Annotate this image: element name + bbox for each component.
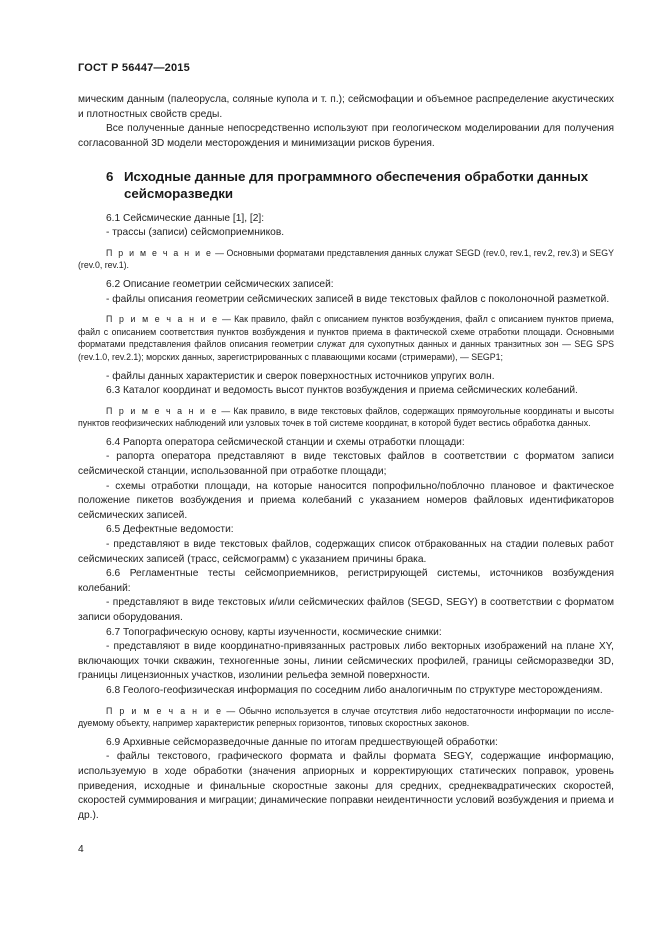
body-paragraph: 6.9 Архивные сейсморазведочные данные по итогам предшествующей обработки: bbox=[106, 736, 498, 748]
note-paragraph bbox=[78, 247, 614, 272]
document-header: ГОСТ Р 56447—2015 bbox=[78, 62, 190, 74]
body-paragraph: - представляют в виде текстовых файлов, содержащих список отбракованных на стадии полевых работ сейсмических записей (трасс, сейсмограмм) с указанием причины брака. bbox=[78, 539, 614, 565]
document-body bbox=[78, 93, 614, 823]
note-label: П р и м е ч а н и е bbox=[106, 405, 219, 416]
body-paragraph: - файлы данных характеристик и сверок поверхностных источников упругих волн. bbox=[106, 370, 495, 382]
body-paragraph: - представляют в виде координатно-привязанных растровых либо векторных изображений на плане XY, включающих точки скважин, техногенные зоны, линии сейсмических профилей, границы сейсморазведки 3D, границы лицензионных участков, изолинии рельефа земной поверхности. bbox=[78, 641, 614, 682]
body-paragraph: - рапорта оператора представляют в виде текстовых файлов в соответствии с форматом записи сейсмической станции, использованной при отработке площади; bbox=[78, 451, 614, 478]
note-label: П р и м е ч а н и е bbox=[106, 247, 213, 258]
body-paragraph: 6.3 Каталог координат и ведомость высот пунктов возбуждения и приема сейсмических колебаний. bbox=[106, 385, 578, 397]
body-paragraph: Все полученные данные непосредственно используют при геологическом моделировании для получения согласованной 3D модели месторождения и минимизации рисков бурения. bbox=[78, 123, 614, 149]
note-text: — Основными форматами представления данных служат SEGD (rev.0, rev.1, rev.2, rev.3) и SEGY (rev.0, rev.1). bbox=[78, 247, 614, 271]
body-paragraph: - трассы (записи) сейсмоприемников. bbox=[106, 227, 285, 239]
body-paragraph: 6.1 Сейсмические данные [1], [2]: bbox=[106, 212, 265, 224]
body-paragraph: - представляют в виде текстовых и/или сейсмических файлов (SEGD, SEGY) в соответствии с форматом записи оборудования. bbox=[78, 597, 614, 623]
body-paragraph: 6.5 Дефектные ведомости: bbox=[106, 524, 234, 536]
section-number: 6 bbox=[106, 169, 114, 185]
note-paragraph bbox=[78, 313, 614, 363]
note-text: — Обычно используется в случае отсутствия либо недостаточности информации по исследуемому объекту, например характеристик реперных горизонтов, типовых скоростных законов. bbox=[78, 705, 614, 729]
body-paragraph: 6.7 Топографическую основу, карты изученности, космические снимки: bbox=[106, 626, 442, 638]
body-paragraph: мическим данным (палеорусла, соляные купола и т. п.); сейсмофации и объемное распределение акустических и плотностных свойств среды. bbox=[78, 94, 614, 120]
body-paragraph: - файлы текстового, графического формата и файлы формата SEGY, содержащие информацию, используемую в ходе обработки (значения априорных и корректирующих статических поправок, уровень приведения, исходные и финальные скоростные законы для средних, среднеквадратических скоростей, скоростей суммирования и миграции; динамические поправки неидентичности условий возбуждения и приема и др.). bbox=[78, 751, 614, 821]
note-text: — Как правило, в виде текстовых файлов, содержащих прямоугольные координаты и высоты пунктов геофизических наблюдений или узловых точек в той системе координат, в которой будет вестись обработка данных. bbox=[78, 405, 614, 429]
body-paragraph: 6.2 Описание геометрии сейсмических записей: bbox=[106, 278, 334, 290]
note-label: П р и м е ч а н и е bbox=[106, 314, 219, 325]
body-paragraph: 6.4 Рапорта оператора сейсмической станции и схемы отработки площади: bbox=[106, 436, 465, 448]
body-paragraph: 6.6 Регламентные тесты сейсмоприемников, регистрирующей системы, источников возбуждения колебаний: bbox=[78, 568, 614, 594]
body-paragraph: - файлы описания геометрии сейсмических записей в виде текстовых файлов с поколоночной разметкой. bbox=[106, 293, 610, 305]
note-label: П р и м е ч а н и е bbox=[106, 705, 223, 716]
spacer bbox=[78, 151, 614, 169]
note-paragraph bbox=[78, 705, 614, 730]
body-paragraph: 6.8 Геолого-геофизическая информация по соседним либо аналогичным по структуре месторождениям. bbox=[106, 684, 603, 696]
body-paragraph: - схемы отработки площади, на которые наносится попрофильно/поблочно плановое и фактическое положение пикетов возбуждения и приема колебаний с указанием номеров файловых идентификаторов сейсмических записей. bbox=[78, 480, 614, 521]
page-number: 4 bbox=[78, 844, 84, 855]
note-text: — Как правило, файл с описанием пунктов возбуждения, файл с описанием пунктов приема, файл с описанием соответствия пунктов возбуждения и пунктов приема в фактической схеме отработки площади. Основными форматами представления файлов описания геометрии служат для сухопутных данных и данных транзитных зон — SEG SPS (rev.1.0, rev.2.1); морских данных, зарегистрированных с плавающими косами (стримерами), — SEGP1; bbox=[78, 314, 614, 362]
note-paragraph bbox=[78, 405, 614, 430]
section-heading bbox=[78, 169, 614, 202]
spacer bbox=[78, 203, 614, 212]
section-title: Исходные данные для программного обеспечения обработки данных сейсморазведки bbox=[124, 169, 589, 201]
